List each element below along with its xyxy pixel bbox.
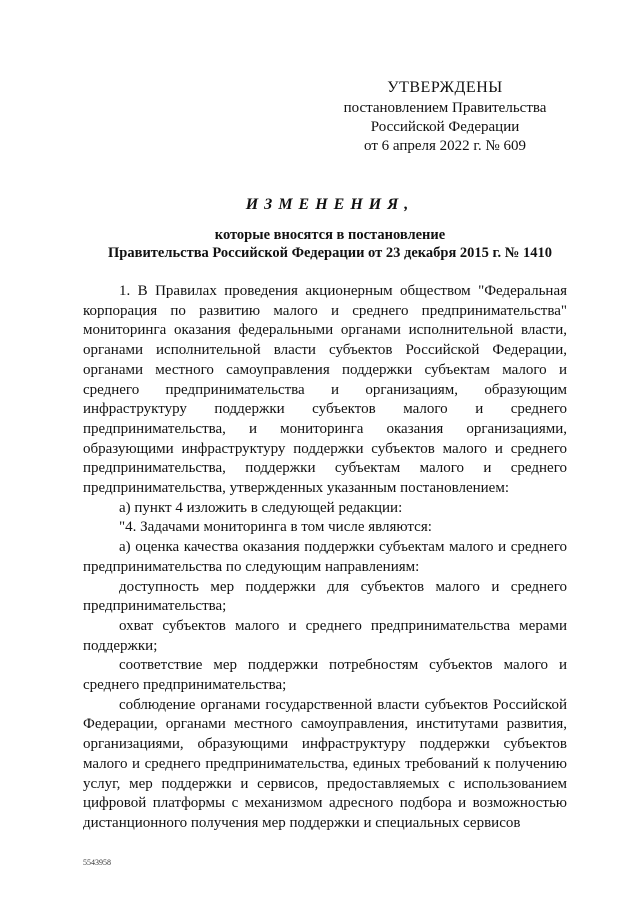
subtitle-line: Правительства Российской Федерации от 23 декабря 2015 г. № 1410 [108,245,552,261]
paragraph: а) оценка качества оказания поддержки субъектам малого и среднего предпринимательства по следующим направлениям: [83,539,567,575]
approval-date: от 6 апреля 2022 г. № 609 [364,138,526,154]
approval-line: Российской Федерации [370,119,520,135]
paragraph: соблюдение органами государственной власти субъектов Российской Федерации, органами местного самоуправления, институтами развития, организациями, образующими инфраструктуру поддержки субъектов малого и среднего предпринимательства, единых требований к получению услуг, мер поддержки и сервисов, предоставляемых с использованием цифровой платформы с механизмом адресного подбора и возможностью дистанционного получения мер поддержки и специальных сервисов [83,696,567,831]
approval-heading: УТВЕРЖДЕНЫ [387,79,503,96]
title-block [60,196,600,262]
document-id: 5543958 [83,858,111,867]
approval-line: постановлением Правительства [343,100,547,116]
paragraph: "4. Задачами мониторинга в том числе являются: [119,519,432,536]
paragraph: 1. В Правилах проведения акционерным обществом "Федеральная корпорация по развитию малого и среднего предпринимательства" мониторинга оказания федеральными органами исполнительной власти, органами исполнительной власти субъектов Российской Федерации, органами местного самоуправления поддержки субъектам малого и среднего предпринимательства и организациям, образующим инфраструктуру поддержки субъектов малого и среднего предпринимательства, и мониторинга оказания организациями, образующими инфраструктуру поддержки субъектов малого и среднего предпринимательства, поддержки субъектам малого и среднего предпринимательства, утвержденных указанным постановлением: [83,283,567,497]
paragraph: доступность мер поддержки для субъектов малого и среднего предпринимательства; [83,578,567,615]
paragraph: охват субъектов малого и среднего предпринимательства мерами поддержки; [83,617,567,654]
document-subtitle [60,226,600,262]
document-title: ИЗМЕНЕНИЯ, [245,196,415,213]
paragraph: а) пункт 4 изложить в следующей редакции: [119,499,403,516]
approval-block [330,78,560,156]
paragraph: соответствие мер поддержки потребностям субъектов малого и среднего предпринимательства; [83,657,567,694]
subtitle-line: которые вносятся в постановление [214,227,446,243]
document-body [83,282,567,834]
